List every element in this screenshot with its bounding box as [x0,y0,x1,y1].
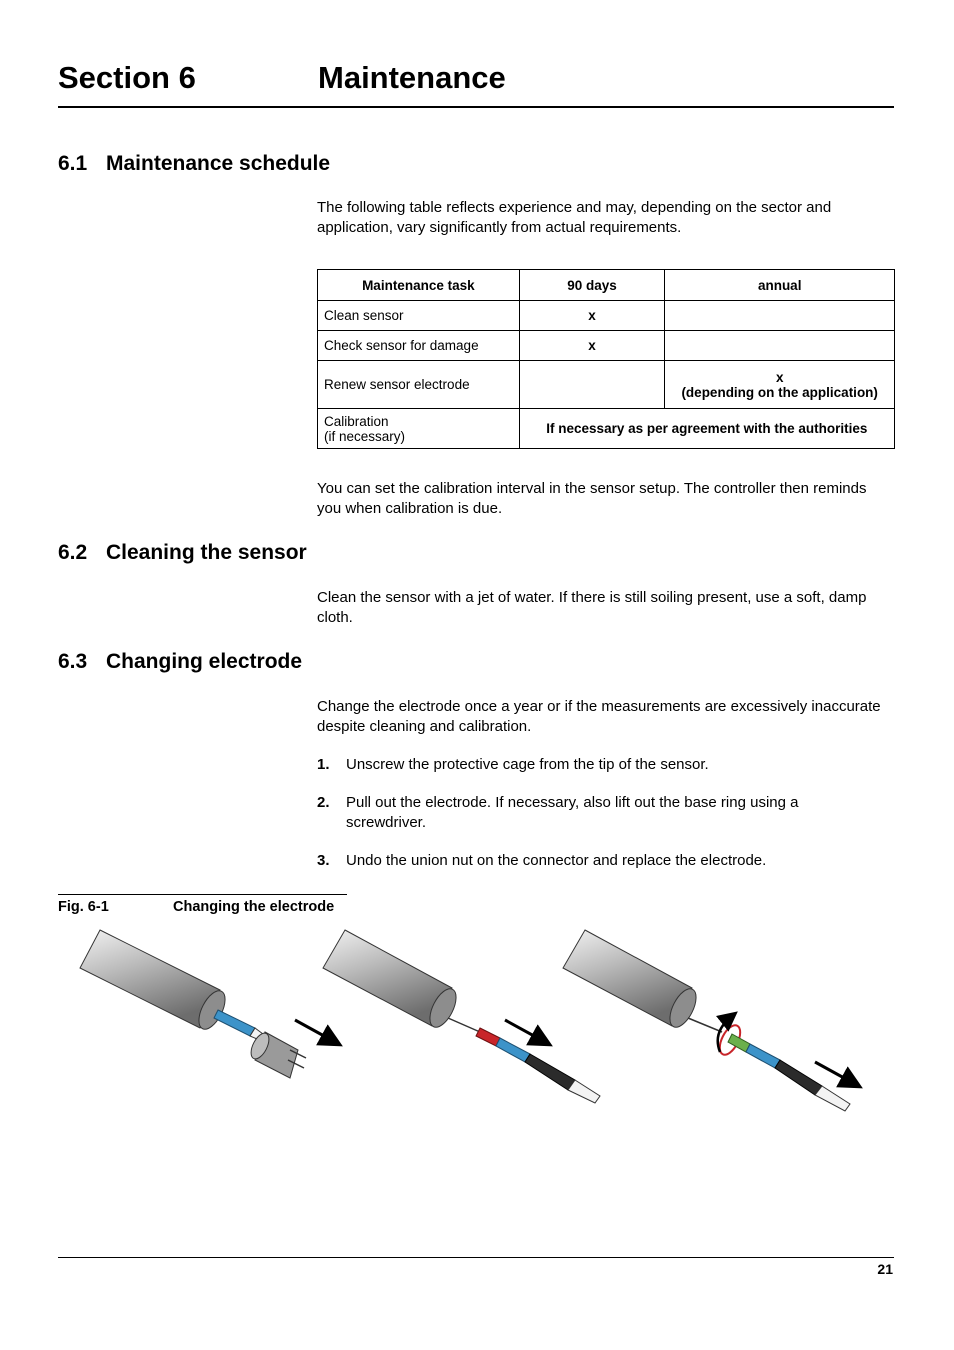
arrow-icon [295,1020,335,1042]
task-name: Calibration [324,413,389,429]
heading-6-3 [58,650,302,674]
electrode-intro: Change the electrode once a year or if the measurements are excessively inaccurate despite cleaning and calibration. [317,698,881,735]
annual-mark: x [775,369,784,385]
heading-6-2 [58,541,307,565]
table-row [318,409,895,449]
section-title: Maintenance [318,60,506,95]
step-text: Undo the union nut on the connector and replace the electrode. [346,852,767,869]
annual-cell [665,331,895,361]
figure-label: Fig. 6-1 [58,899,109,915]
merged-cell: If necessary as per agreement with the authorities [519,409,894,449]
ninety-days-cell [519,361,665,409]
table-header-row [318,270,895,301]
step-number: 2. [317,794,330,811]
arrow-icon [505,1020,545,1042]
heading-text: Cleaning the sensor [106,541,307,564]
step-number: 1. [317,756,330,773]
list-item [317,755,882,775]
column-header: Maintenance task [318,270,520,301]
figure-title: Changing the electrode [173,899,335,915]
cleaning-text: Clean the sensor with a jet of water. If there is still soiling present, use a soft, damp cloth. [317,589,867,626]
ninety-days-cell: x [519,301,665,331]
step-text: Unscrew the protective cage from the tip of the sensor. [346,756,709,773]
heading-text: Changing electrode [106,650,303,673]
annual-cell [665,361,895,409]
figure-rule [58,894,347,895]
maintenance-table [317,269,895,449]
page-number: 21 [877,1261,893,1277]
annual-note: (depending on the application) [681,384,878,400]
calibration-note: You can set the calibration interval in the sensor setup. The controller then reminds you when calibration is due. [317,480,867,517]
step-text: Pull out the electrode. If necessary, also lift out the base ring using a screwdriver. [346,794,799,831]
step-1-illustration [80,930,335,1078]
arrow-icon [815,1062,855,1084]
step-3-illustration [563,930,855,1111]
table-row [318,361,895,409]
heading-number: 6.2 [58,541,88,564]
table-row [318,331,895,361]
column-header: annual [665,270,895,301]
column-header: 90 days [519,270,665,301]
heading-text: Maintenance schedule [106,152,331,175]
heading-number: 6.1 [58,152,88,175]
heading-6-1 [58,152,330,176]
task-cell [318,409,520,449]
electrode-change-illustration [60,920,880,1130]
list-item [317,793,882,832]
step-2-illustration [323,930,600,1103]
annual-cell [665,301,895,331]
list-item [317,851,882,871]
heading-number: 6.3 [58,650,88,673]
section-number: Section 6 [58,60,196,95]
task-cell: Clean sensor [318,301,520,331]
task-cell: Renew sensor electrode [318,361,520,409]
footer-rule [58,1257,894,1258]
table-row [318,301,895,331]
schedule-intro: The following table reflects experience and may, depending on the sector and application, vary significantly from actual requirements. [317,199,832,236]
task-note: (if necessary) [324,428,406,444]
section-header [58,58,894,108]
task-cell: Check sensor for damage [318,331,520,361]
ninety-days-cell: x [519,331,665,361]
step-number: 3. [317,852,330,869]
